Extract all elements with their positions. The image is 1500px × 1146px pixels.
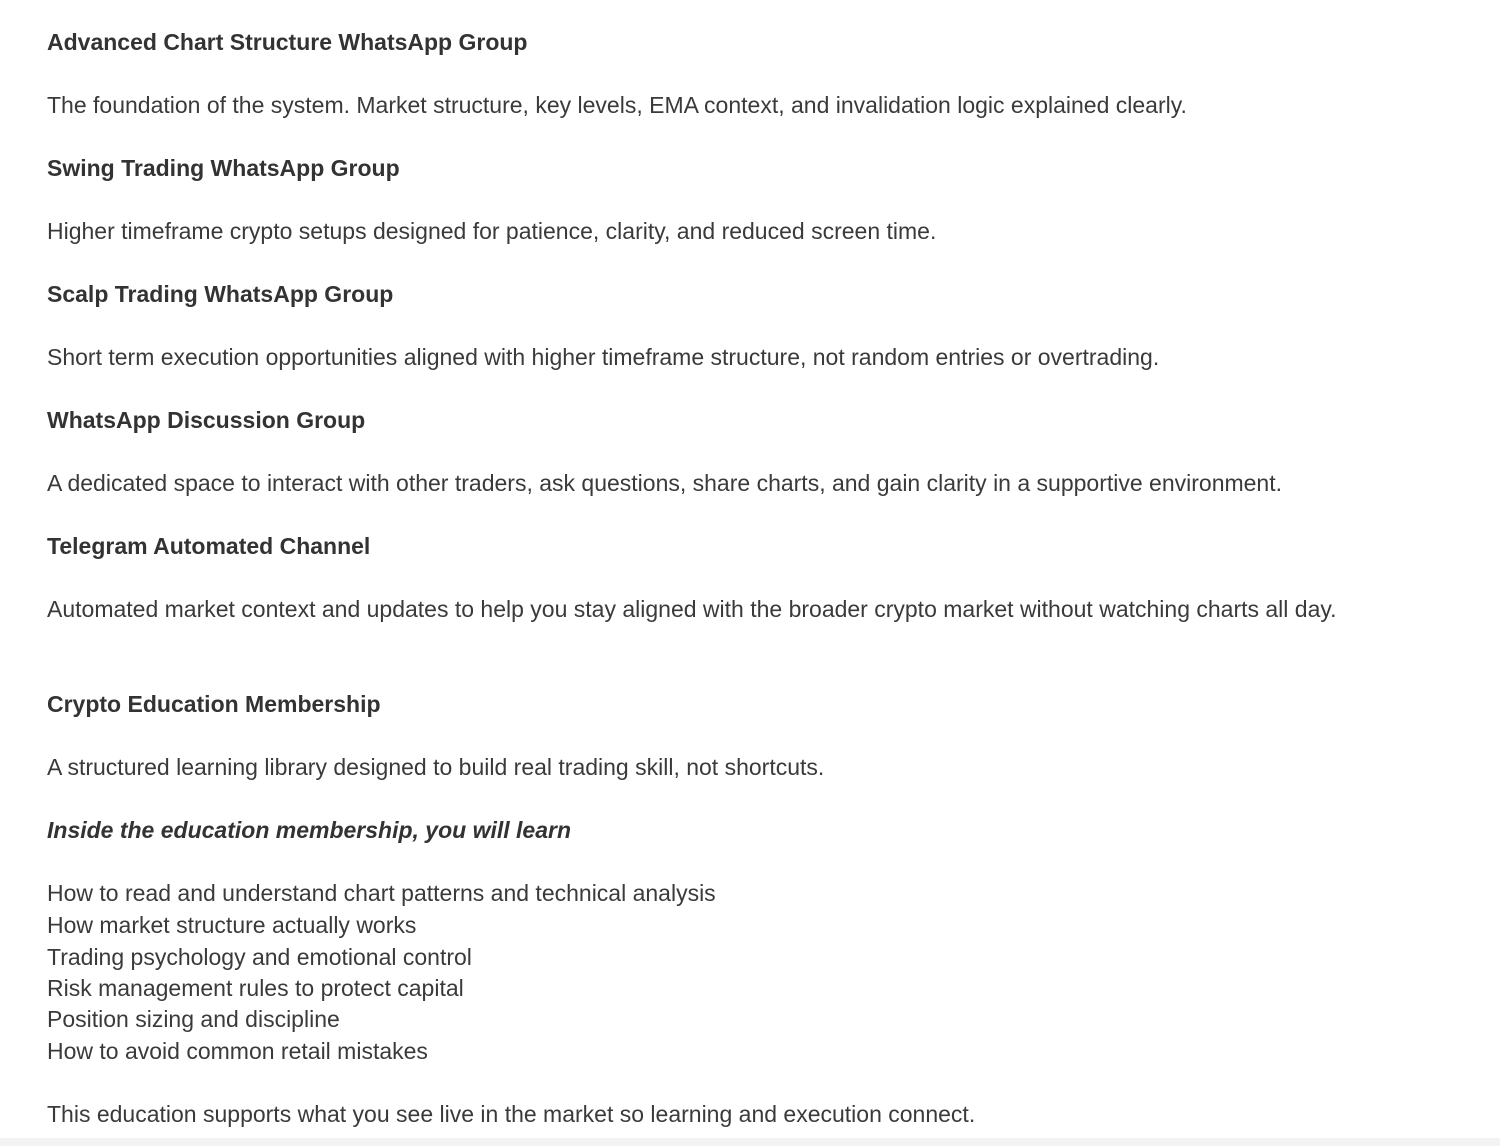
learn-list-item: Trading psychology and emotional control — [47, 944, 472, 970]
section-heading-advanced-chart: Advanced Chart Structure WhatsApp Group — [47, 29, 528, 55]
section-heading-telegram-channel: Telegram Automated Channel — [47, 533, 371, 559]
learn-list-item: How to read and understand chart patterns and technical analysis — [47, 880, 716, 906]
learn-list-item: Risk management rules to protect capital — [47, 975, 464, 1001]
section-text-advanced-chart: The foundation of the system. Market structure, key levels, EMA context, and invalidation logic explained clearly. — [47, 92, 1187, 118]
section-heading-swing-trading: Swing Trading WhatsApp Group — [47, 155, 400, 181]
page-bottom-edge — [0, 1138, 1500, 1146]
learn-list-item: How to avoid common retail mistakes — [47, 1038, 428, 1064]
section-text-telegram-channel: Automated market context and updates to help you stay aligned with the broader crypto market without watching charts all day. — [47, 596, 1337, 622]
learn-heading: Inside the education membership, you will learn — [47, 817, 572, 843]
section-heading-discussion-group: WhatsApp Discussion Group — [47, 407, 366, 433]
learn-list-item: Position sizing and discipline — [47, 1006, 340, 1032]
section-text-education-membership: A structured learning library designed to build real trading skill, not shortcuts. — [47, 754, 825, 780]
section-text-scalp-trading: Short term execution opportunities aligned with higher timeframe structure, not random entries or overtrading. — [47, 344, 1160, 370]
learn-list-item: How market structure actually works — [47, 912, 417, 938]
closing-text: This education supports what you see live in the market so learning and execution connect. — [47, 1101, 976, 1127]
section-heading-education-membership: Crypto Education Membership — [47, 691, 381, 717]
section-heading-scalp-trading: Scalp Trading WhatsApp Group — [47, 281, 394, 307]
section-text-discussion-group: A dedicated space to interact with other traders, ask questions, share charts, and gain clarity in a supportive environment. — [47, 470, 1283, 496]
section-text-swing-trading: Higher timeframe crypto setups designed for patience, clarity, and reduced screen time. — [47, 218, 937, 244]
